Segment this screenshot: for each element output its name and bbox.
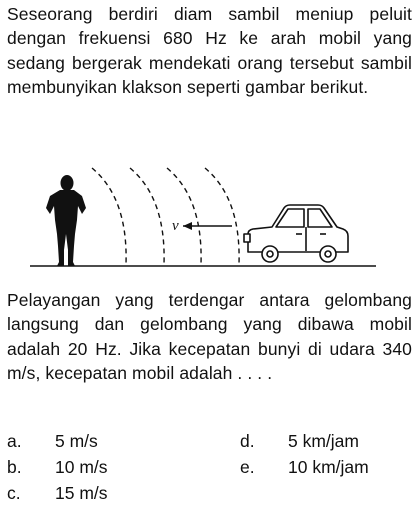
arrow-left-icon [183,222,232,230]
person-silhouette-icon [46,175,86,266]
option-e [240,456,369,478]
option-letter: c. [7,483,21,503]
option-text: 10 km/jam [288,457,369,477]
question-body: Pelayangan yang terdengar antara gelombang langsung dan gelombang yang dibawa mobil adalah 20 Hz. Jika kecepatan bunyi di udara 340 m/s, kecepatan mobil adalah . . . . [7,290,412,384]
option-text: 10 m/s [55,457,108,477]
option-b [7,456,108,478]
option-text: 15 m/s [55,483,108,503]
option-text: 5 km/jam [288,431,359,451]
option-text: 5 m/s [55,431,98,451]
question-intro: Seseorang berdiri diam sambil meniup peluit dengan frekuensi 680 Hz ke arah mobil yang sedang bergerak mendekati orang tersebut sambil membunyikan klakson seperti gambar berikut. [7,4,412,98]
option-a [7,430,98,452]
physics-figure [0,150,419,278]
option-letter: e. [240,457,255,477]
sound-wavefront-icon [92,168,239,264]
option-letter: b. [7,457,22,477]
option-letter: a. [7,431,22,451]
velocity-label: v [172,218,179,234]
option-letter: d. [240,431,255,451]
option-c [7,482,108,504]
option-d [240,430,359,452]
car-icon [244,205,348,262]
